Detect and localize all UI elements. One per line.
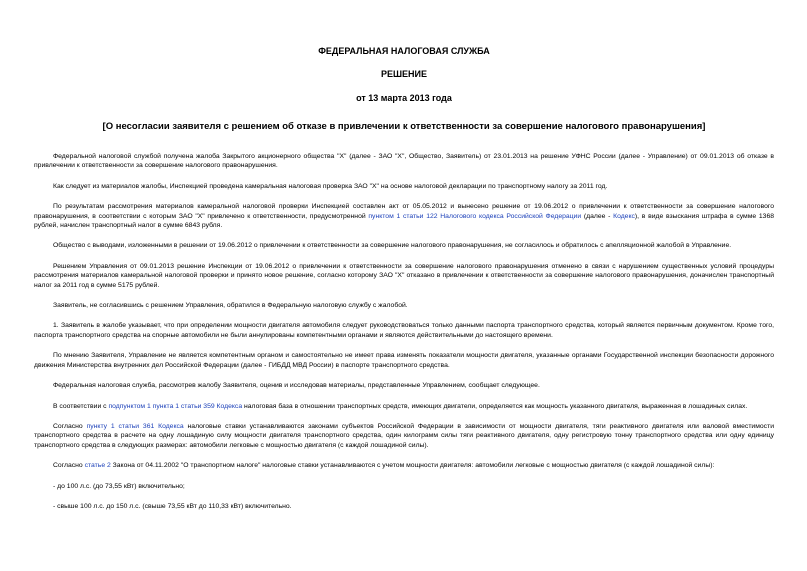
paragraph-3 (34, 202, 774, 230)
paragraph-1: Федеральной налоговой службой получена жалоба Закрытого акционерного общества "X" (далее - ЗАО "X", Общество, Заявитель) от 23.01.2013 на решение УФНС России (далее - Управление) от 09.01.2013 об отказе в привлечении к ответственности за совершение налогового правонарушения. (34, 153, 774, 170)
document-page (34, 0, 774, 511)
link-article-361[interactable]: пункту 1 статьи 361 Кодекса (86, 422, 184, 430)
paragraph-2: Как следует из материалов жалобы, Инспекцией проведена камеральная налоговая проверка ЗАО "X" на основе налоговой декларации по транспортному налогу за 2011 год. (53, 182, 608, 190)
paragraph-3-text-c: ), в виде взыскания штрафа в сумме 1368 рублей, начислен транспортный налог в сумме 6843 рубля. (34, 212, 775, 230)
link-article-122[interactable]: пунктом 1 статьи 122 Налогового кодекса Российской Федерации (368, 212, 582, 220)
paragraph-3-text-a: По результатам рассмотрения материалов камеральной налоговой проверки Инспекцией составлен акт от 05.05.2012 и вынесено решение от 19.06.2012 о привлечении к ответственности за совершение налогового правонарушения, в соответствии с которым ЗАО "X" привлечено к ответственности, предусмотренной (34, 203, 774, 220)
agency-title: ФЕДЕРАЛЬНАЯ НАЛОГОВАЯ СЛУЖБА (318, 46, 490, 56)
document-type: РЕШЕНИЕ (380, 69, 428, 79)
paragraph-12-text-b: Закона от 04.11.2002 "О транспортном налоге" налоговые ставки устанавливаются с учетом мощности двигателя: автомобили легковые с мощностью двигателя (с каждой лошадиной силы): (110, 462, 715, 470)
link-article-359[interactable]: подпунктом 1 пункта 1 статьи 359 Кодекса (108, 402, 243, 410)
paragraph-8: По мнению Заявителя, Управление не является компетентным органом и самостоятельно не имеет права изменять показатели мощности двигателя, указанные органами Государственной инспекции безопасности дорожного движения Министерства внутренних дел Российской Федерации (далее - ГИБДД МВД России) в паспорте транспортного средства. (34, 352, 774, 369)
paragraph-11-text-b: налоговые ставки устанавливаются законами субъектов Российской Федерации в зависимости от мощности двигателя, тяги реактивного двигателя или валовой вместимости транспортного средства в расчете на одну лошадиную силу мощности двигателя транспортного средства, один килограмм силы тяги реактивного двигателя, одну регистровую тонну транспортного средства или одну единицу транспортного средства в следующих размерах: автомобили легковые с мощностью двигателя (с каждой лошадиной силы). (34, 422, 774, 449)
paragraph-9: Федеральная налоговая служба, рассмотрев жалобу Заявителя, оценив и исследовав материалы, представленные Управлением, сообщает следующее. (53, 382, 540, 390)
document-date: от 13 марта 2013 года (356, 93, 452, 103)
paragraph-10-text-b: налоговая база в отношении транспортных средств, имеющих двигатели, определяется как мощность указанного двигателя, выраженная в лошадиных силах. (242, 402, 748, 410)
paragraph-6: Заявитель, не согласившись с решением Управления, обратился в Федеральную налоговую службу с жалобой. (53, 302, 408, 310)
paragraph-3-text-b: (далее - (581, 212, 614, 220)
paragraph-13: - до 100 л.с. (до 73,55 кВт) включительно; (53, 482, 185, 490)
paragraph-12-text-a: Согласно (53, 462, 85, 470)
paragraph-11 (34, 422, 774, 450)
paragraph-4: Общество с выводами, изложенными в решении от 19.06.2012 о привлечении к ответственности за совершение налогового правонарушения, не согласилось и обратилось с апелляционной жалобой в Управление. (53, 242, 732, 250)
link-code[interactable]: Кодекс (613, 212, 635, 220)
document-subject: [О несогласии заявителя с решением об отказе в привлечении к ответственности за совершение налогового правонарушения] (102, 121, 706, 132)
paragraph-10 (34, 402, 774, 411)
paragraph-11-text-a: Согласно (53, 422, 87, 430)
paragraph-7: 1. Заявитель в жалобе указывает, что при определении мощности двигателя автомобиля следует руководствоваться только данными паспорта транспортного средства, который является первичным документом. Кроме того, паспорта транспортного средства на спорные автомобили не были аннулированы компетентными органами и являются действительными до настоящего времени. (34, 322, 774, 339)
paragraph-10-text-a: В соответствии с (53, 402, 109, 410)
paragraph-14: - свыше 100 л.с. до 150 л.с. (свыше 73,55 кВт до 110,33 кВт) включительно. (53, 502, 292, 510)
paragraph-12 (34, 461, 774, 470)
link-article-2[interactable]: статье 2 (84, 462, 111, 470)
paragraph-5: Решением Управления от 09.01.2013 решение Инспекции от 19.06.2012 о привлечении к ответственности за совершение налогового правонарушения отменено в связи с нарушением существенных условий процедуры рассмотрения материалов камеральной налоговой проверки и принято новое решение, согласно которому ЗАО "X" отказано в привлечении к ответственности за совершение налогового правонарушения, доначислен транспортный налог за 2011 год в сумме 5175 рублей. (34, 262, 774, 289)
